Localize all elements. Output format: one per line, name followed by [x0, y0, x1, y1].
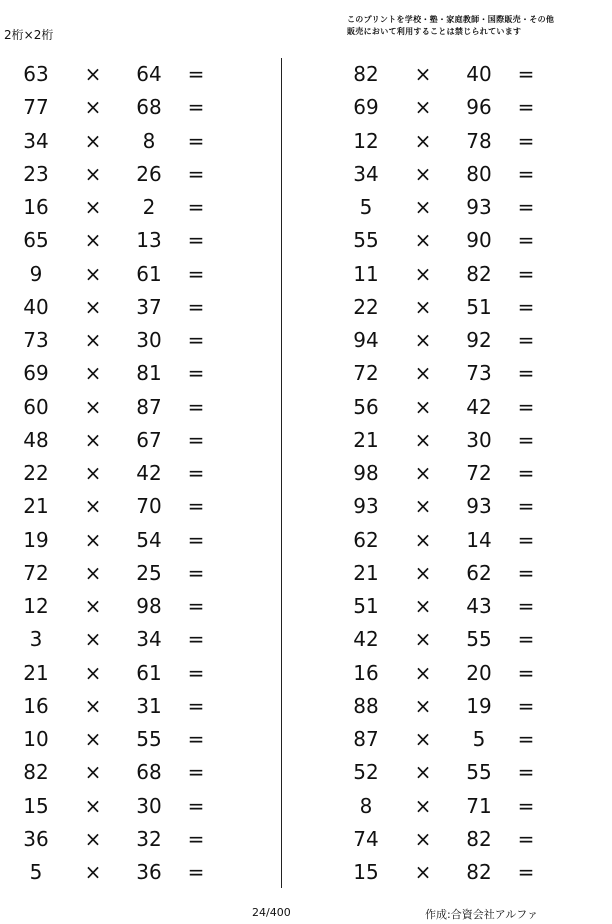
multiplier: 31 [136, 693, 162, 718]
times-sign: × [84, 328, 102, 352]
multiplicand: 22 [23, 461, 49, 485]
times-sign: × [84, 860, 102, 884]
problem-row [0, 57, 280, 90]
times-sign: × [414, 527, 432, 552]
multiplicand: 72 [23, 560, 49, 585]
multiplier: 90 [466, 228, 492, 253]
multiplicand: 65 [23, 228, 49, 253]
equals-sign: = [517, 195, 535, 219]
times-sign: × [84, 461, 102, 485]
times-sign: × [414, 328, 432, 352]
times-sign: × [84, 693, 102, 718]
times-sign: × [84, 793, 102, 818]
problem-row [0, 622, 280, 655]
equals-sign: = [187, 95, 205, 120]
multiplicand: 51 [353, 594, 379, 618]
equals-sign: = [517, 427, 535, 452]
multiplier: 93 [466, 195, 492, 219]
multiplier: 34 [136, 627, 162, 652]
multiplier: 93 [466, 494, 492, 519]
problem-row [330, 755, 610, 788]
times-sign: × [84, 195, 102, 219]
column-divider [281, 58, 282, 888]
equals-sign: = [187, 228, 205, 253]
multiplicand: 21 [353, 560, 379, 585]
problem-row [330, 190, 610, 223]
times-sign: × [414, 461, 432, 485]
multiplicand: 19 [23, 527, 49, 552]
multiplicand: 40 [23, 294, 49, 319]
multiplier: 20 [466, 660, 492, 685]
times-sign: × [84, 826, 102, 851]
multiplier: 68 [136, 95, 162, 120]
problem-row [0, 90, 280, 123]
multiplier: 25 [136, 560, 162, 585]
times-sign: × [84, 261, 102, 286]
equals-sign: = [517, 527, 535, 552]
multiplier: 37 [136, 294, 162, 319]
multiplier: 30 [466, 427, 492, 452]
multiplicand: 15 [353, 860, 379, 884]
problem-row [330, 523, 610, 556]
multiplier: 43 [466, 594, 492, 618]
problem-row [0, 589, 280, 622]
times-sign: × [414, 62, 432, 86]
problem-row [0, 456, 280, 489]
multiplicand: 42 [353, 627, 379, 652]
multiplicand: 3 [29, 627, 43, 652]
times-sign: × [414, 560, 432, 585]
multiplier: 13 [136, 228, 162, 253]
multiplicand: 63 [23, 62, 49, 86]
multiplicand: 36 [23, 826, 49, 851]
equals-sign: = [517, 727, 535, 751]
equals-sign: = [187, 361, 205, 386]
multiplicand: 21 [353, 427, 379, 452]
times-sign: × [84, 727, 102, 751]
multiplier: 61 [136, 660, 162, 685]
equals-sign: = [187, 62, 205, 86]
multiplier: 68 [136, 760, 162, 785]
multiplicand: 15 [23, 793, 49, 818]
problem-row [0, 423, 280, 456]
multiplicand: 5 [29, 860, 43, 884]
problem-row [0, 523, 280, 556]
problem-row [330, 589, 610, 622]
multiplier: 80 [466, 161, 492, 186]
multiplicand: 77 [23, 95, 49, 120]
multiplier: 98 [136, 594, 162, 618]
problem-row [0, 323, 280, 356]
multiplicand: 98 [353, 461, 379, 485]
times-sign: × [84, 494, 102, 519]
problem-row [330, 124, 610, 157]
times-sign: × [84, 760, 102, 785]
page-title: 2桁×2桁 [4, 28, 54, 42]
multiplicand: 72 [353, 361, 379, 386]
multiplier: 55 [466, 760, 492, 785]
times-sign: × [414, 693, 432, 718]
times-sign: × [414, 361, 432, 386]
problem-row [330, 390, 610, 423]
problem-column-left [0, 57, 280, 888]
times-sign: × [414, 494, 432, 519]
multiplicand: 10 [23, 727, 49, 751]
multiplicand: 48 [23, 427, 49, 452]
problem-row [330, 223, 610, 256]
problem-row [330, 456, 610, 489]
equals-sign: = [517, 461, 535, 485]
multiplicand: 74 [353, 826, 379, 851]
multiplier: 54 [136, 527, 162, 552]
times-sign: × [414, 161, 432, 186]
times-sign: × [84, 394, 102, 419]
multiplicand: 12 [353, 128, 379, 153]
equals-sign: = [517, 693, 535, 718]
times-sign: × [414, 660, 432, 685]
multiplicand: 87 [353, 727, 379, 751]
equals-sign: = [187, 527, 205, 552]
equals-sign: = [517, 826, 535, 851]
problem-row [330, 622, 610, 655]
times-sign: × [414, 860, 432, 884]
equals-sign: = [517, 860, 535, 884]
usage-notice-line-1: このプリントを学校・塾・家庭教師・国際販売・その他 [347, 15, 555, 24]
multiplicand: 21 [23, 494, 49, 519]
multiplicand: 88 [353, 693, 379, 718]
times-sign: × [414, 793, 432, 818]
equals-sign: = [187, 793, 205, 818]
multiplicand: 9 [29, 261, 43, 286]
multiplier: 55 [466, 627, 492, 652]
times-sign: × [84, 62, 102, 86]
times-sign: × [414, 261, 432, 286]
problem-row [0, 157, 280, 190]
multiplier: 40 [466, 62, 492, 86]
problem-row [0, 290, 280, 323]
page-number: 24/400 [252, 906, 291, 919]
equals-sign: = [517, 594, 535, 618]
multiplicand: 22 [353, 294, 379, 319]
multiplier: 62 [466, 560, 492, 585]
multiplier: 30 [136, 793, 162, 818]
equals-sign: = [517, 793, 535, 818]
equals-sign: = [187, 727, 205, 751]
multiplicand: 16 [23, 693, 49, 718]
equals-sign: = [187, 594, 205, 618]
times-sign: × [84, 427, 102, 452]
problem-row [330, 290, 610, 323]
multiplier: 78 [466, 128, 492, 153]
equals-sign: = [187, 627, 205, 652]
problem-row [330, 855, 610, 888]
multiplier: 71 [466, 793, 492, 818]
equals-sign: = [517, 394, 535, 419]
problem-row [330, 323, 610, 356]
equals-sign: = [187, 128, 205, 153]
problem-row [330, 423, 610, 456]
equals-sign: = [187, 660, 205, 685]
times-sign: × [414, 727, 432, 751]
equals-sign: = [187, 161, 205, 186]
problem-row [330, 356, 610, 389]
equals-sign: = [517, 95, 535, 120]
equals-sign: = [187, 394, 205, 419]
problem-row [0, 855, 280, 888]
times-sign: × [84, 594, 102, 618]
multiplicand: 12 [23, 594, 49, 618]
multiplicand: 5 [359, 195, 373, 219]
times-sign: × [414, 128, 432, 153]
multiplier: 19 [466, 693, 492, 718]
times-sign: × [84, 128, 102, 153]
multiplier: 36 [136, 860, 162, 884]
problem-row [0, 822, 280, 855]
problem-row [0, 190, 280, 223]
multiplier: 82 [466, 860, 492, 884]
problem-row [330, 822, 610, 855]
problem-row [330, 689, 610, 722]
times-sign: × [414, 394, 432, 419]
equals-sign: = [517, 660, 535, 685]
multiplier: 5 [472, 727, 486, 751]
multiplicand: 34 [23, 128, 49, 153]
multiplier: 82 [466, 261, 492, 286]
multiplicand: 34 [353, 161, 379, 186]
multiplicand: 8 [359, 793, 373, 818]
problem-row [330, 656, 610, 689]
multiplicand: 69 [23, 361, 49, 386]
multiplicand: 94 [353, 328, 379, 352]
multiplier: 61 [136, 261, 162, 286]
multiplicand: 82 [23, 760, 49, 785]
equals-sign: = [517, 261, 535, 286]
multiplier: 87 [136, 394, 162, 419]
times-sign: × [414, 427, 432, 452]
multiplicand: 16 [23, 195, 49, 219]
multiplier: 64 [136, 62, 162, 86]
multiplier: 70 [136, 494, 162, 519]
multiplicand: 60 [23, 394, 49, 419]
times-sign: × [84, 660, 102, 685]
times-sign: × [84, 361, 102, 386]
multiplier: 42 [466, 394, 492, 419]
problem-column-right [330, 57, 610, 888]
equals-sign: = [517, 361, 535, 386]
times-sign: × [84, 228, 102, 253]
multiplier: 51 [466, 294, 492, 319]
problem-row [0, 257, 280, 290]
equals-sign: = [517, 228, 535, 253]
times-sign: × [414, 228, 432, 253]
multiplier: 73 [466, 361, 492, 386]
multiplier: 8 [142, 128, 156, 153]
multiplicand: 69 [353, 95, 379, 120]
problem-row [0, 722, 280, 755]
multiplicand: 55 [353, 228, 379, 253]
multiplier: 14 [466, 527, 492, 552]
problem-row [330, 57, 610, 90]
problem-row [0, 124, 280, 157]
problem-row [0, 556, 280, 589]
multiplicand: 62 [353, 527, 379, 552]
multiplier: 81 [136, 361, 162, 386]
times-sign: × [414, 594, 432, 618]
times-sign: × [84, 95, 102, 120]
times-sign: × [84, 627, 102, 652]
problem-row [0, 489, 280, 522]
problem-row [0, 755, 280, 788]
equals-sign: = [517, 328, 535, 352]
equals-sign: = [187, 560, 205, 585]
problem-row [330, 789, 610, 822]
multiplicand: 23 [23, 161, 49, 186]
problem-row [0, 689, 280, 722]
multiplicand: 82 [353, 62, 379, 86]
problem-row [0, 390, 280, 423]
multiplier: 67 [136, 427, 162, 452]
usage-notice-line-2: 販売において利用することは禁じられています [347, 27, 522, 36]
multiplier: 92 [466, 328, 492, 352]
equals-sign: = [517, 494, 535, 519]
equals-sign: = [187, 860, 205, 884]
multiplier: 72 [466, 461, 492, 485]
equals-sign: = [517, 161, 535, 186]
multiplicand: 56 [353, 394, 379, 419]
equals-sign: = [187, 494, 205, 519]
problem-row [330, 90, 610, 123]
multiplier: 82 [466, 826, 492, 851]
times-sign: × [414, 95, 432, 120]
maker-credit: 作成:合資会社アルファ [425, 908, 539, 921]
equals-sign: = [517, 627, 535, 652]
times-sign: × [414, 294, 432, 319]
times-sign: × [84, 294, 102, 319]
problem-row [0, 656, 280, 689]
times-sign: × [414, 627, 432, 652]
multiplier: 55 [136, 727, 162, 751]
equals-sign: = [187, 693, 205, 718]
equals-sign: = [187, 461, 205, 485]
times-sign: × [84, 560, 102, 585]
multiplier: 2 [142, 195, 156, 219]
equals-sign: = [517, 62, 535, 86]
equals-sign: = [187, 427, 205, 452]
multiplicand: 52 [353, 760, 379, 785]
multiplicand: 21 [23, 660, 49, 685]
equals-sign: = [187, 294, 205, 319]
multiplicand: 93 [353, 494, 379, 519]
problem-row [330, 257, 610, 290]
equals-sign: = [187, 826, 205, 851]
problem-row [0, 223, 280, 256]
equals-sign: = [517, 760, 535, 785]
multiplier: 26 [136, 161, 162, 186]
problem-row [0, 356, 280, 389]
usage-notice [347, 14, 607, 38]
problem-row [330, 722, 610, 755]
equals-sign: = [187, 195, 205, 219]
multiplicand: 73 [23, 328, 49, 352]
equals-sign: = [517, 128, 535, 153]
times-sign: × [84, 527, 102, 552]
times-sign: × [414, 760, 432, 785]
multiplier: 30 [136, 328, 162, 352]
multiplier: 96 [466, 95, 492, 120]
multiplier: 32 [136, 826, 162, 851]
times-sign: × [84, 161, 102, 186]
problem-row [0, 789, 280, 822]
equals-sign: = [187, 328, 205, 352]
equals-sign: = [187, 760, 205, 785]
problem-row [330, 157, 610, 190]
times-sign: × [414, 195, 432, 219]
equals-sign: = [187, 261, 205, 286]
problem-row [330, 556, 610, 589]
equals-sign: = [517, 560, 535, 585]
multiplicand: 16 [353, 660, 379, 685]
problem-row [330, 489, 610, 522]
multiplier: 42 [136, 461, 162, 485]
equals-sign: = [517, 294, 535, 319]
times-sign: × [414, 826, 432, 851]
multiplicand: 11 [353, 261, 379, 286]
